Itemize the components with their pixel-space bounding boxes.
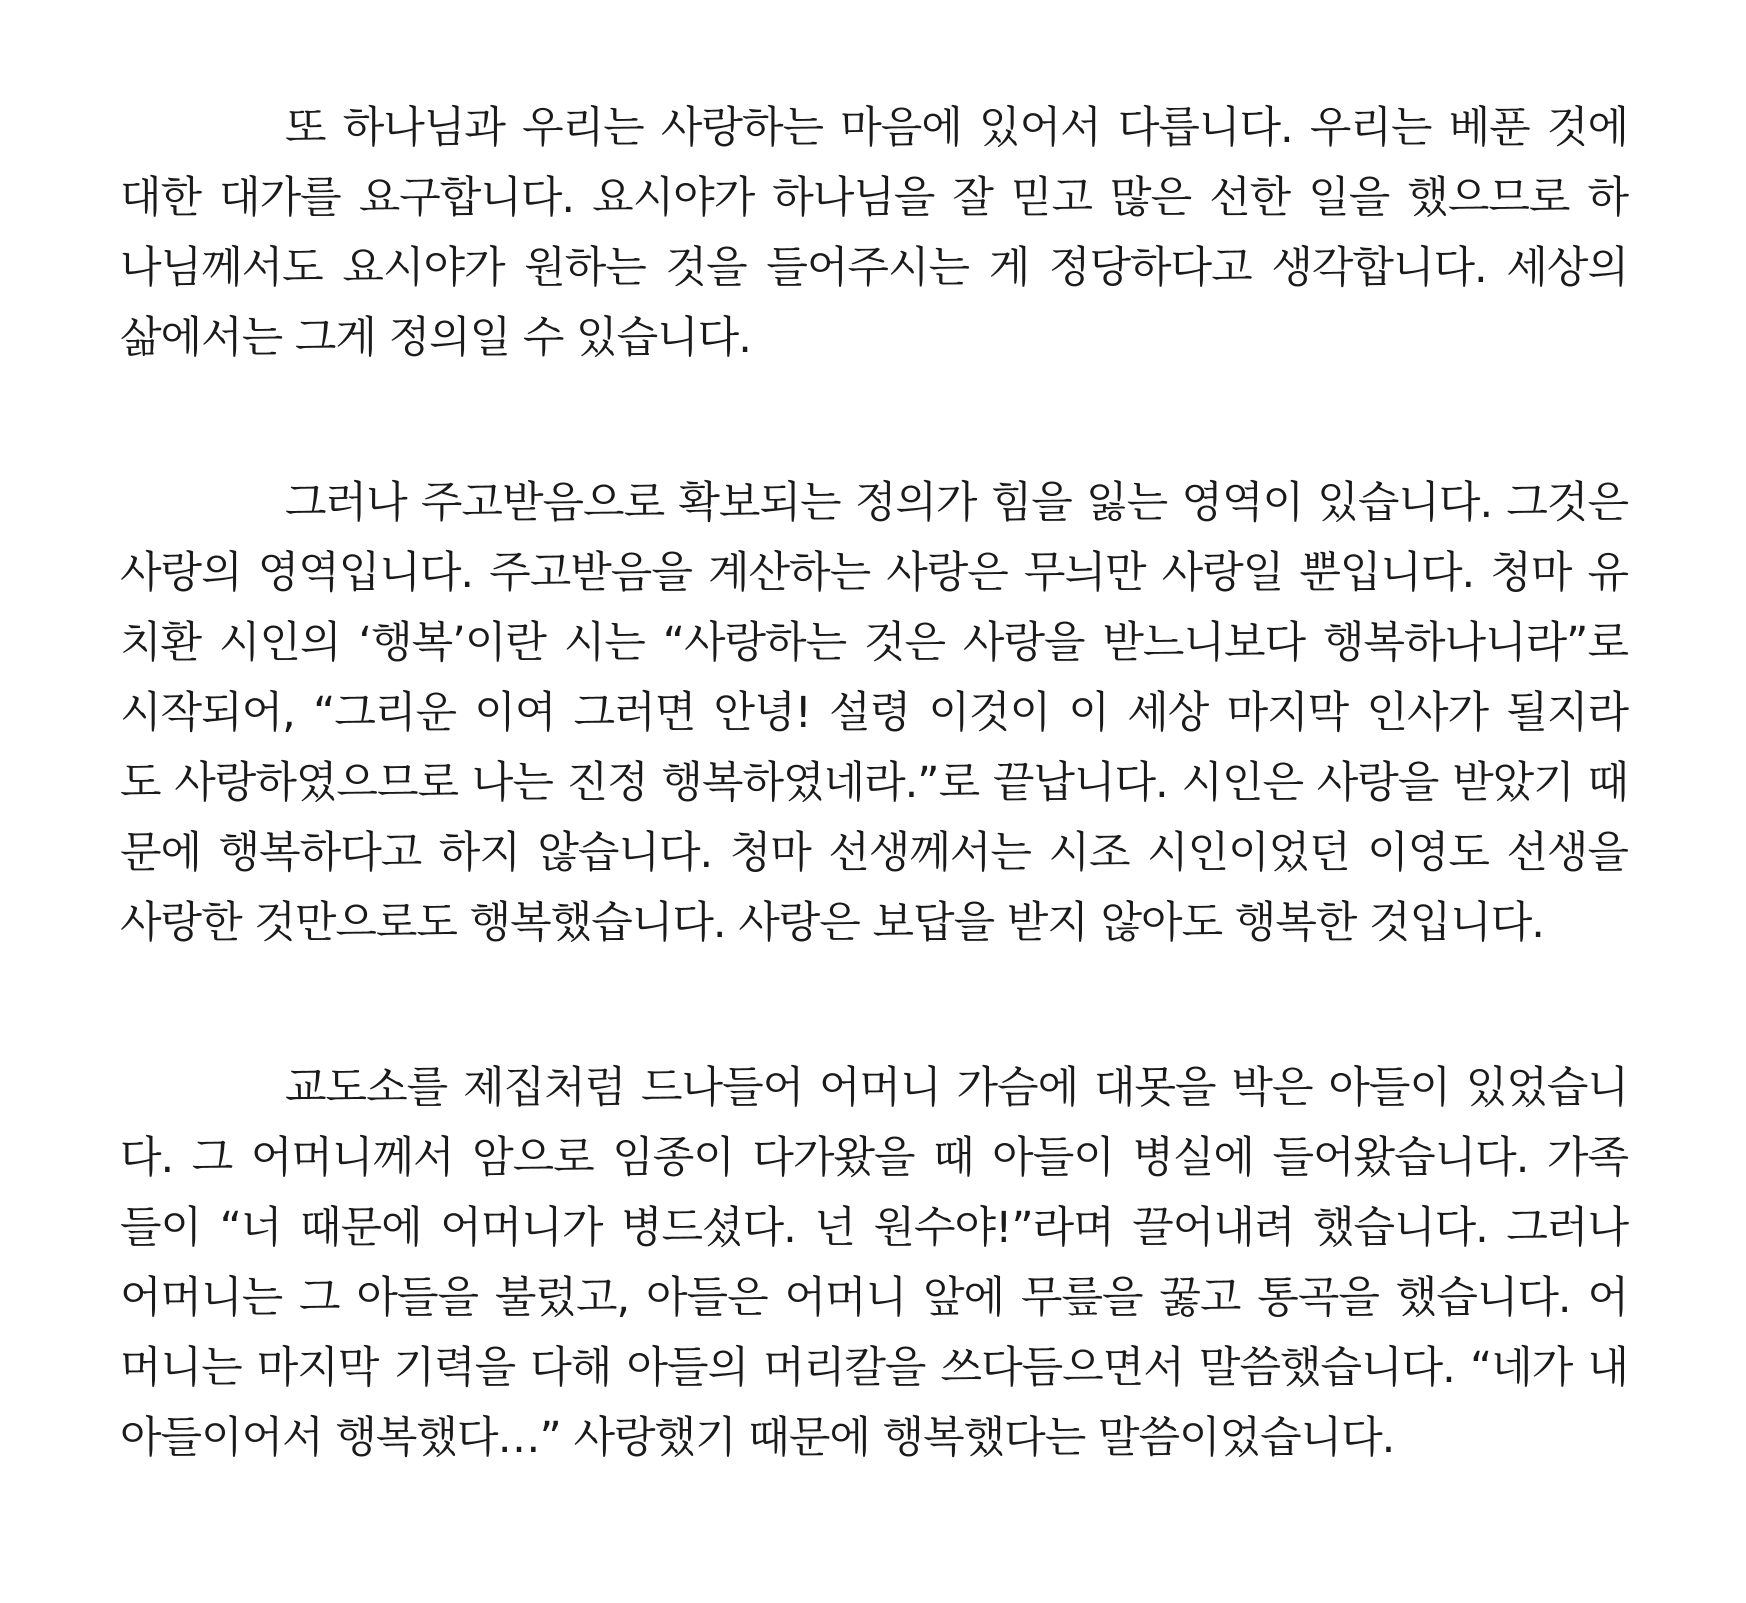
paragraph-line: 아들이어서 행복했다…” 사랑했기 때문에 행복했다는 말씀이었습니다. [120,1413,1395,1463]
paragraph-line: 나님께서도 요시야가 원하는 것을 들어주시는 게 정당하다고 생각합니다. 세상의 [120,243,1628,293]
paragraph-line: 교도소를 제집처럼 드나들어 어머니 가슴에 대못을 박은 아들이 있었습니 [285,1063,1628,1113]
paragraph-line: 도 사랑하였으므로 나는 진정 행복하였네라.”로 끝납니다. 시인은 사랑을 받았기 때 [120,758,1628,808]
paragraph-line: 어머니는 그 아들을 불렀고, 아들은 어머니 앞에 무릎을 꿇고 통곡을 했습니다. 어 [120,1273,1628,1323]
paragraph-line: 치환 시인의 ‘행복’이란 시는 “사랑하는 것은 사랑을 받느니보다 행복하나니라”로 [120,618,1628,668]
paragraph-line: 다. 그 어머니께서 암으로 임종이 다가왔을 때 아들이 병실에 들어왔습니다. 가족 [120,1133,1628,1183]
paragraph-line: 사랑의 영역입니다. 주고받음을 계산하는 사랑은 무늬만 사랑일 뿐입니다. 청마 유 [120,548,1628,598]
paragraph-line: 머니는 마지막 기력을 다해 아들의 머리칼을 쓰다듬으면서 말씀했습니다. “네가 내 [120,1343,1628,1393]
paragraph-line: 그러나 주고받음으로 확보되는 정의가 힘을 잃는 영역이 있습니다. 그것은 [285,478,1628,528]
paragraph-line: 사랑한 것만으로도 행복했습니다. 사랑은 보답을 받지 않아도 행복한 것입니다. [120,898,1544,948]
paragraph-line: 또 하나님과 우리는 사랑하는 마음에 있어서 다릅니다. 우리는 베푼 것에 [285,103,1628,153]
paragraph-line: 시작되어, “그리운 이여 그러면 안녕! 설령 이것이 이 세상 마지막 인사가 될지라 [120,688,1628,738]
paragraph-line: 대한 대가를 요구합니다. 요시야가 하나님을 잘 믿고 많은 선한 일을 했으므로 하 [120,173,1628,223]
paragraph-line: 삶에서는 그게 정의일 수 있습니다. [120,313,751,363]
paragraph-line: 들이 “너 때문에 어머니가 병드셨다. 넌 원수야!”라며 끌어내려 했습니다. 그러나 [120,1203,1628,1253]
paragraph-line: 문에 행복하다고 하지 않습니다. 청마 선생께서는 시조 시인이었던 이영도 선생을 [120,828,1628,878]
